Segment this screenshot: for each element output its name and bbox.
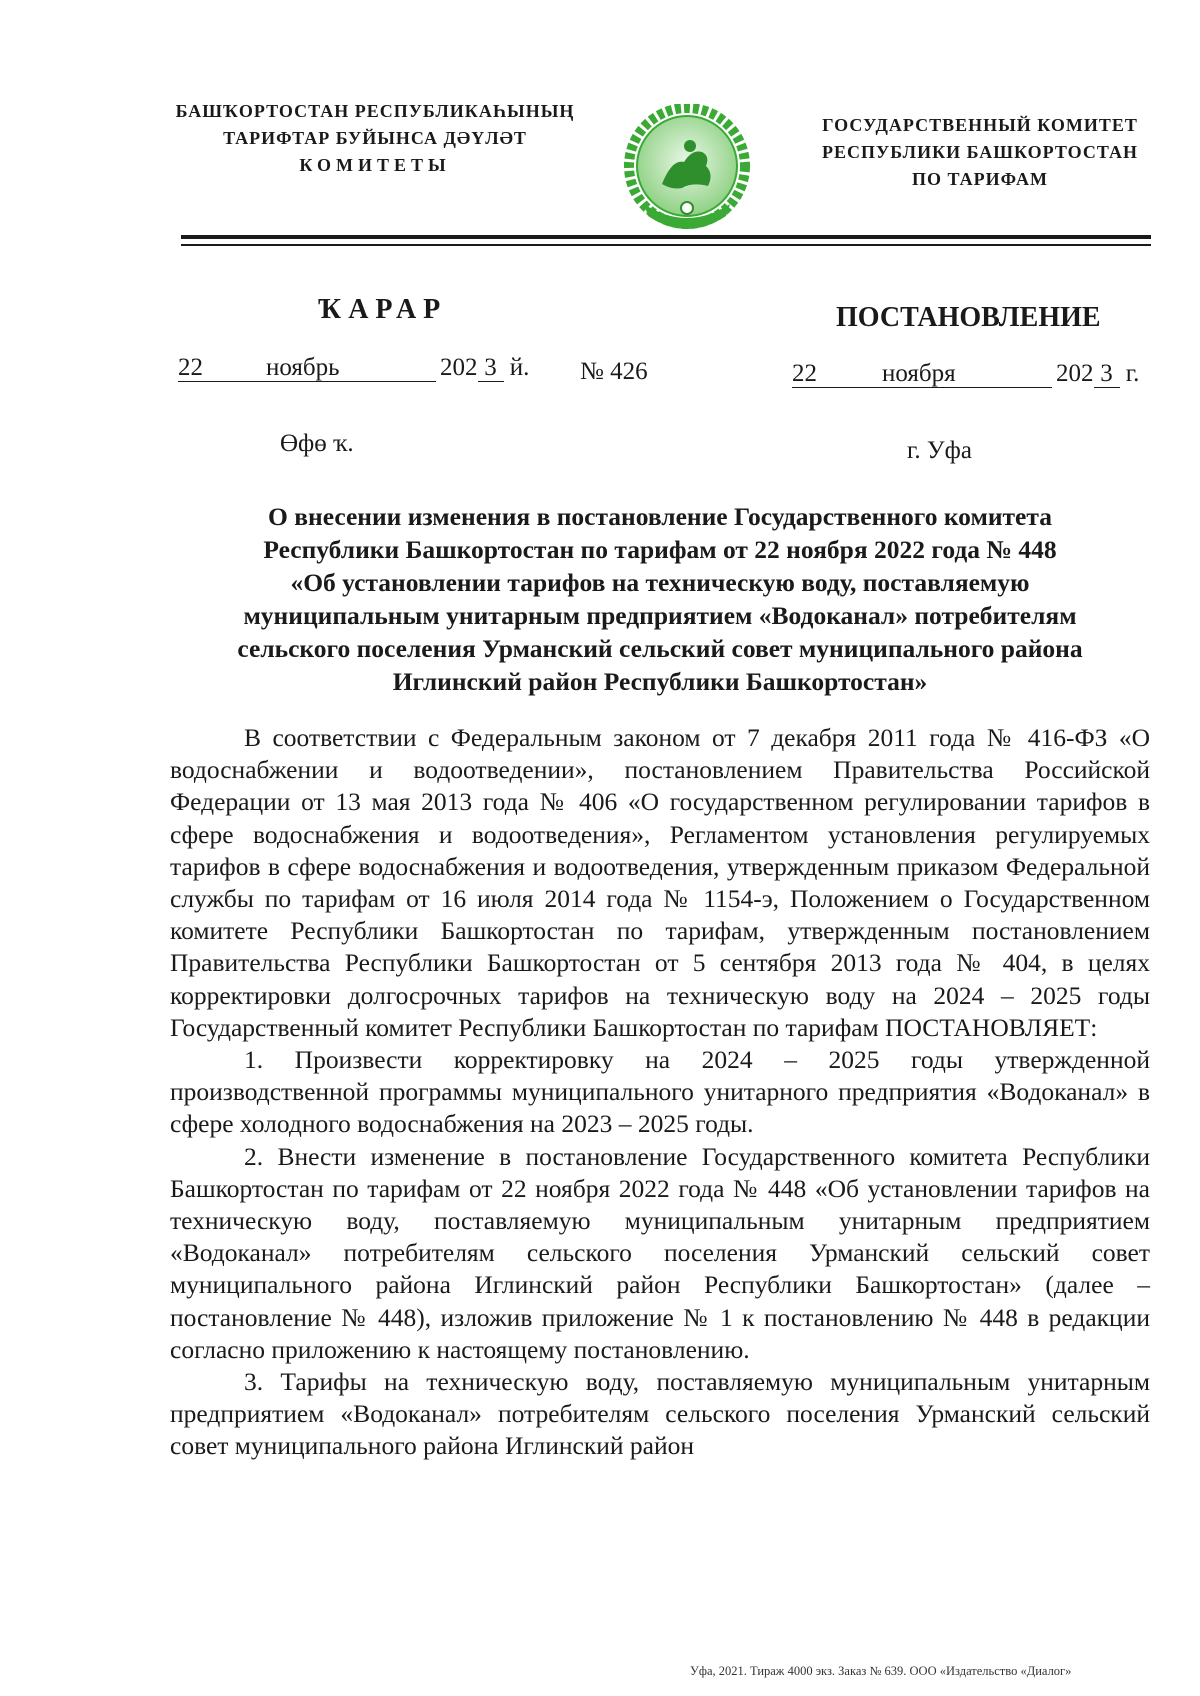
body-paragraph-preamble: В соответствии с Федеральным законом от 7 декабря 2011 года № 416-ФЗ «О водоснабжении и водоотведении», постановлением Правительства Российской Федерации от 13 мая 2013 года № 406 «О государственном регулировании тарифов в сфере водоснабжения и водоотведения», Регламентом установления регулируемых тарифов в сфере водоснабжения и водоотведения, утвержденным приказом Федеральной службы по тарифам от 16 июля 2014 года № 1154-э, Положением о Государственном комитете Республики Башкортостан по тарифам, утвержденным постановлением Правительства Республики Башкортостан от 5 сентября 2013 года № 404, в целях корректировки долгосрочных тарифов на техническую воду на 2024 – 2025 годы Государственный комитет Республики Башкортостан по тарифам ПОСТАНОВЛЯЕТ: — [170, 723, 1150, 1042]
title-line: Республики Башкортостан по тарифам от 22 ноября 2022 года № 448 — [263, 535, 1057, 564]
header-left-line-1: БАШҠОРТОСТАН РЕСПУБЛИКАҺЫНЫҢ — [175, 101, 575, 121]
date-right-month: ноября — [882, 361, 1052, 388]
date-right-day: 22 — [792, 361, 882, 388]
header-divider-thick — [181, 235, 1151, 239]
title-line: Иглинский район Республики Башкортостан» — [392, 667, 928, 696]
date-left — [178, 354, 529, 382]
header-right-line-3: ПО ТАРИФАМ — [912, 169, 1048, 189]
header-right-line-2: РЕСПУБЛИКИ БАШКОРТОСТАН — [822, 142, 1138, 162]
city-right: г. Уфа — [907, 437, 972, 464]
title-line: сельского поселения Урманский сельский совет муниципального района — [237, 634, 1083, 663]
doc-type-right: ПОСТАНОВЛЕНИЕ — [836, 302, 1101, 333]
document-body — [170, 722, 1150, 1463]
doc-type-left: ҠАРАР — [318, 294, 448, 325]
coat-of-arms-icon — [622, 104, 752, 244]
title-line: муниципальным унитарным предприятием «Водоканал» потребителям — [243, 601, 1077, 630]
date-left-year-suffix: й. — [503, 354, 530, 381]
title-line: «Об установлении тарифов на техническую воду, поставляемую — [290, 568, 1030, 597]
header-right-block — [790, 112, 1170, 193]
date-right-year-suffix: г. — [1119, 360, 1140, 387]
date-left-year-prefix: 202 — [440, 354, 478, 381]
header-left-block — [160, 98, 590, 179]
document-title — [170, 500, 1150, 698]
date-right — [792, 360, 1139, 388]
date-right-year-prefix: 202 — [1056, 360, 1094, 387]
title-line: О внесении изменения в постановление Государственного комитета — [268, 502, 1052, 531]
city-left: Өфө ҡ. — [280, 430, 354, 457]
document-number: № 426 — [580, 358, 648, 385]
header-divider-thin — [181, 244, 1151, 246]
date-left-day: 22 — [178, 355, 266, 382]
date-left-year-digit: 3 — [478, 355, 504, 382]
date-right-year-digit: 3 — [1094, 361, 1120, 388]
print-imprint: Уфа, 2021. Тираж 4000 экз. Заказ № 639. ООО «Издательство «Диалог» — [690, 1664, 1072, 1678]
header-left-line-2: ТАРИФТАР БУЙЫНСА ДӘҮЛӘТ — [223, 128, 527, 148]
body-paragraph-2: 2. Внести изменение в постановление Государственного комитета Республики Башкортостан по тарифам от 22 ноября 2022 года № 448 «Об установлении тарифов на техническую воду, поставляемую муниципальным унитарным предприятием «Водоканал» потребителям сельского поселения Урманский сельский совет муниципального района Иглинский район Республики Башкортостан» (далее – постановление № 448), изложив приложение № 1 к постановлению № 448 в редакции согласно приложению к настоящему постановлению. — [170, 1141, 1150, 1364]
date-left-month: ноябрь — [266, 355, 436, 382]
header-left-line-3: КОМИТЕТЫ — [299, 155, 451, 175]
header-right-line-1: ГОСУДАРСТВЕННЫЙ КОМИТЕТ — [822, 115, 1138, 135]
body-paragraph-1: 1. Произвести корректировку на 2024 – 2025 годы утвержденной производственной программы муниципального унитарного предприятия «Водоканал» в сфере холодного водоснабжения на 2023 – 2025 годы. — [170, 1045, 1150, 1139]
body-paragraph-3: 3. Тарифы на техническую воду, поставляемую муниципальным унитарным предприятием «Водоканал» потребителям сельского поселения Урманский сельский совет муниципального района Иглинский район — [170, 1367, 1150, 1461]
